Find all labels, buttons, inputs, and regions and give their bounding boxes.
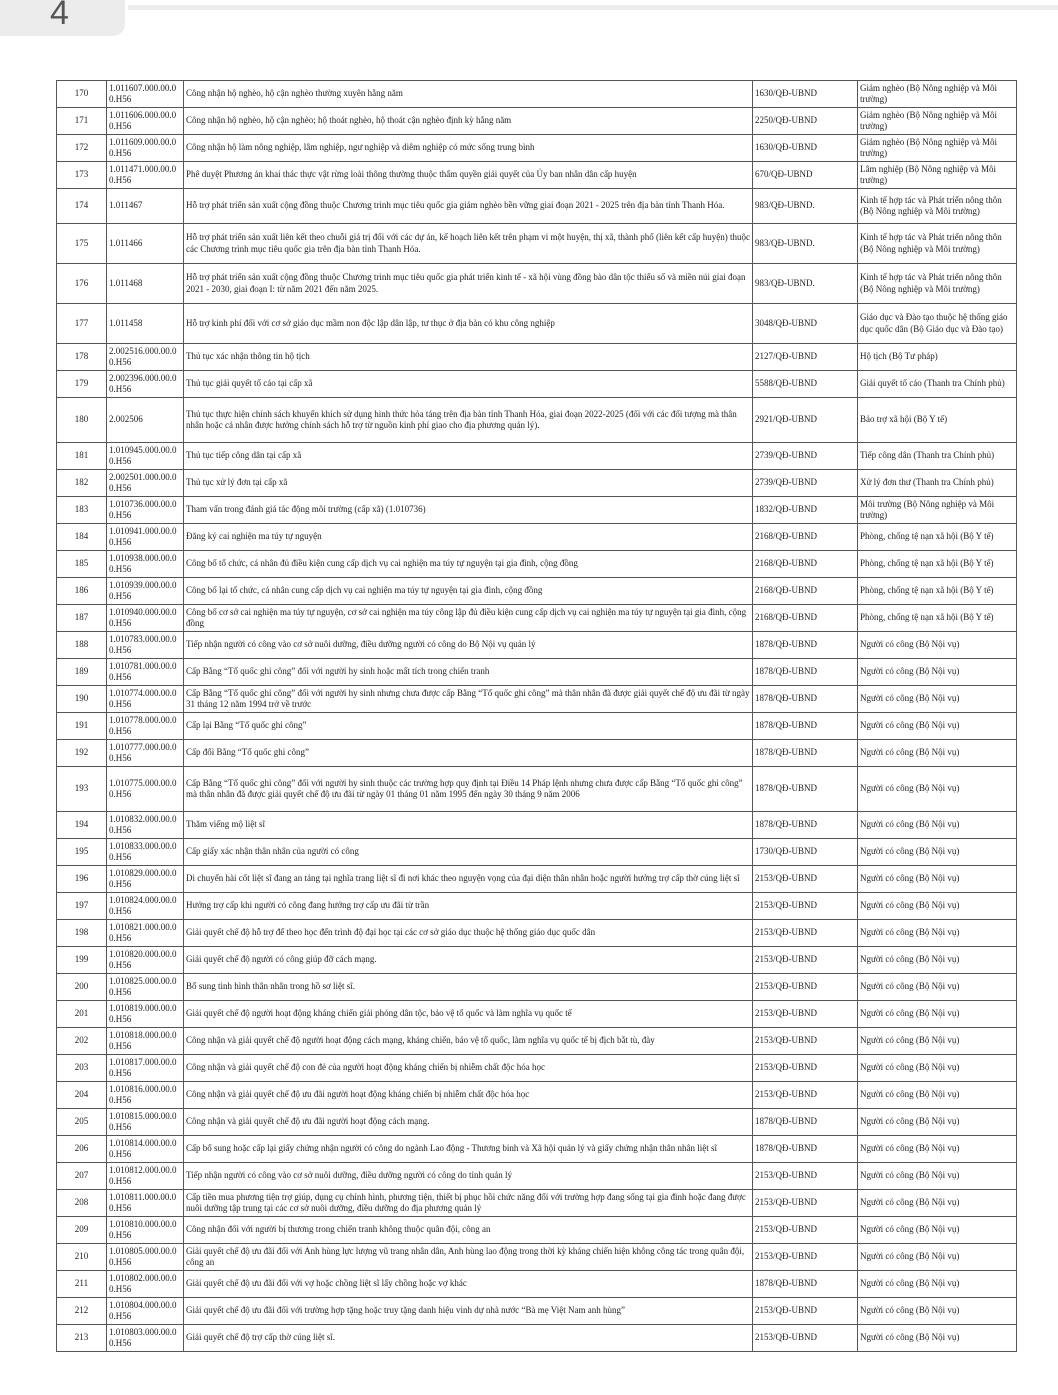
- table-row: [57, 632, 1017, 659]
- procedure-field: Người có công (Bộ Nội vụ): [858, 1190, 1017, 1217]
- procedure-code: 1.010783.000.00.00.H56: [107, 632, 184, 659]
- procedure-field: Người có công (Bộ Nội vụ): [858, 686, 1017, 713]
- table-row: [57, 162, 1017, 189]
- table-row: [57, 470, 1017, 497]
- row-number: 187: [57, 605, 107, 632]
- decision-number: 2153/QĐ-UBND: [753, 1163, 858, 1190]
- procedure-field: Người có công (Bộ Nội vụ): [858, 740, 1017, 767]
- table-row: [57, 1190, 1017, 1217]
- decision-number: 2153/QĐ-UBND: [753, 893, 858, 920]
- table-row: [57, 371, 1017, 398]
- top-bar: [128, 5, 1058, 10]
- decision-number: 1878/QĐ-UBND: [753, 1109, 858, 1136]
- procedure-name: Thủ tục thực hiện chính sách khuyến khích sử dụng hình thức hỏa táng trên địa bàn tỉnh Thanh Hóa, giai đoạn 2022-2025 (đối với các đối tượng mà thân nhân hoặc cá nhân được hưởng chính sách hỗ trợ từ nguồn kinh phí giao cho địa phương quản lý).: [184, 398, 753, 443]
- procedure-code: 1.010941.000.00.00.H56: [107, 524, 184, 551]
- procedure-name: Cấp đổi Bằng “Tổ quốc ghi công”: [184, 740, 753, 767]
- table-row: [57, 1163, 1017, 1190]
- procedure-field: Người có công (Bộ Nội vụ): [858, 839, 1017, 866]
- decision-number: 2168/QĐ-UBND: [753, 551, 858, 578]
- procedure-field: Giáo dục và Đào tạo thuộc hệ thống giáo dục quốc dân (Bộ Giáo dục và Đào tạo): [858, 304, 1017, 344]
- procedure-name: Thủ tục tiếp công dân tại cấp xã: [184, 443, 753, 470]
- procedure-field: Giảm nghèo (Bộ Nông nghiệp và Môi trường): [858, 81, 1017, 108]
- decision-number: 2168/QĐ-UBND: [753, 578, 858, 605]
- procedure-name: Giải quyết chế độ người có công giúp đỡ cách mạng.: [184, 947, 753, 974]
- procedure-name: Công nhận và giải quyết chế độ con đẻ của người hoạt động kháng chiến bị nhiễm chất độc hóa học: [184, 1055, 753, 1082]
- procedure-code: 1.010778.000.00.00.H56: [107, 713, 184, 740]
- procedure-name: Phê duyệt Phương án khai thác thực vật rừng loài thông thường thuộc thẩm quyền giải quyết của Ủy ban nhân dân cấp huyện: [184, 162, 753, 189]
- procedure-field: Người có công (Bộ Nội vụ): [858, 1163, 1017, 1190]
- row-number: 206: [57, 1136, 107, 1163]
- procedure-name: Hỗ trợ phát triển sản xuất cộng đồng thuộc Chương trình mục tiêu quốc gia giảm nghèo bền vững giai đoạn 2021 - 2025 trên địa bàn tỉnh Thanh Hóa.: [184, 189, 753, 224]
- procedure-name: Thủ tục xử lý đơn tại cấp xã: [184, 470, 753, 497]
- procedure-name: Bổ sung tình hình thân nhân trong hồ sơ liệt sĩ.: [184, 974, 753, 1001]
- decision-number: 2153/QĐ-UBND: [753, 866, 858, 893]
- row-number: 210: [57, 1244, 107, 1271]
- procedure-name: Công nhận đối với người bị thương trong chiến tranh không thuộc quân đội, công an: [184, 1217, 753, 1244]
- row-number: 188: [57, 632, 107, 659]
- decision-number: 1878/QĐ-UBND: [753, 1271, 858, 1298]
- table-row: [57, 1136, 1017, 1163]
- decision-number: 1878/QĐ-UBND: [753, 713, 858, 740]
- row-number: 198: [57, 920, 107, 947]
- procedure-field: Người có công (Bộ Nội vụ): [858, 1298, 1017, 1325]
- table-row: [57, 893, 1017, 920]
- procedure-code: 1.010814.000.00.00.H56: [107, 1136, 184, 1163]
- procedure-field: Người có công (Bộ Nội vụ): [858, 920, 1017, 947]
- procedure-name: Giải quyết chế độ trợ cấp thờ cúng liệt sĩ.: [184, 1325, 753, 1352]
- decision-number: 2168/QĐ-UBND: [753, 605, 858, 632]
- procedure-code: 1.010940.000.00.00.H56: [107, 605, 184, 632]
- procedure-code: 1.010825.000.00.00.H56: [107, 974, 184, 1001]
- procedure-field: Người có công (Bộ Nội vụ): [858, 1001, 1017, 1028]
- decision-number: 1630/QĐ-UBND: [753, 135, 858, 162]
- row-number: 194: [57, 812, 107, 839]
- decision-number: 2153/QĐ-UBND: [753, 1244, 858, 1271]
- procedure-field: Người có công (Bộ Nội vụ): [858, 1217, 1017, 1244]
- decision-number: 1878/QĐ-UBND: [753, 659, 858, 686]
- procedure-code: 1.010818.000.00.00.H56: [107, 1028, 184, 1055]
- row-number: 186: [57, 578, 107, 605]
- table-row: [57, 974, 1017, 1001]
- row-number: 203: [57, 1055, 107, 1082]
- table-row: [57, 578, 1017, 605]
- procedure-name: Cấp lại Bằng “Tổ quốc ghi công”: [184, 713, 753, 740]
- procedure-field: Người có công (Bộ Nội vụ): [858, 767, 1017, 812]
- procedure-field: Người có công (Bộ Nội vụ): [858, 812, 1017, 839]
- table-row: [57, 1001, 1017, 1028]
- row-number: 207: [57, 1163, 107, 1190]
- row-number: 178: [57, 344, 107, 371]
- row-number: 196: [57, 866, 107, 893]
- procedure-name: Cấp giấy xác nhận thân nhân của người có công: [184, 839, 753, 866]
- procedure-field: Người có công (Bộ Nội vụ): [858, 632, 1017, 659]
- row-number: 171: [57, 108, 107, 135]
- decision-number: 2153/QĐ-UBND: [753, 1001, 858, 1028]
- row-number: 175: [57, 224, 107, 264]
- row-number: 189: [57, 659, 107, 686]
- procedure-name: Giải quyết chế độ hỗ trợ để theo học đến trình độ đại học tại các cơ sở giáo dục thuộc hệ thống giáo dục quốc dân: [184, 920, 753, 947]
- procedure-code: 1.010819.000.00.00.H56: [107, 1001, 184, 1028]
- procedure-field: Người có công (Bộ Nội vụ): [858, 893, 1017, 920]
- table-row: [57, 812, 1017, 839]
- procedure-code: 1.011458: [107, 304, 184, 344]
- table-row: [57, 264, 1017, 304]
- row-number: 176: [57, 264, 107, 304]
- decision-number: 2153/QĐ-UBND: [753, 1298, 858, 1325]
- procedure-code: 2.002506: [107, 398, 184, 443]
- procedure-field: Người có công (Bộ Nội vụ): [858, 1028, 1017, 1055]
- procedure-code: 1.010945.000.00.00.H56: [107, 443, 184, 470]
- procedure-code: 1.010821.000.00.00.H56: [107, 920, 184, 947]
- table-row: [57, 398, 1017, 443]
- decision-number: 2153/QĐ-UBND: [753, 974, 858, 1001]
- procedure-field: Môi trường (Bộ Nông nghiệp và Môi trường): [858, 497, 1017, 524]
- row-number: 200: [57, 974, 107, 1001]
- procedure-name: Cấp Bằng “Tổ quốc ghi công” đối với người hy sinh hoặc mất tích trong chiến tranh: [184, 659, 753, 686]
- procedure-code: 1.010802.000.00.00.H56: [107, 1271, 184, 1298]
- table-row: [57, 224, 1017, 264]
- procedure-field: Kinh tế hợp tác và Phát triển nông thôn (Bộ Nông nghiệp và Môi trường): [858, 224, 1017, 264]
- procedure-name: Thủ tục xác nhận thông tin hộ tịch: [184, 344, 753, 371]
- row-number: 197: [57, 893, 107, 920]
- procedure-name: Thủ tục giải quyết tố cáo tại cấp xã: [184, 371, 753, 398]
- table-row: [57, 605, 1017, 632]
- row-number: 195: [57, 839, 107, 866]
- procedure-code: 1.010812.000.00.00.H56: [107, 1163, 184, 1190]
- decision-number: 1832/QĐ-UBND: [753, 497, 858, 524]
- table-row: [57, 839, 1017, 866]
- row-number: 208: [57, 1190, 107, 1217]
- procedure-name: Cấp bổ sung hoặc cấp lại giấy chứng nhận người có công do ngành Lao động - Thương binh và Xã hội quản lý và giấy chứng nhận thân nhân liệt sĩ: [184, 1136, 753, 1163]
- table-row: [57, 740, 1017, 767]
- decision-number: 1878/QĐ-UBND: [753, 812, 858, 839]
- procedure-code: 1.011467: [107, 189, 184, 224]
- procedure-code: 1.010820.000.00.00.H56: [107, 947, 184, 974]
- procedure-code: 1.010816.000.00.00.H56: [107, 1082, 184, 1109]
- procedure-field: Kinh tế hợp tác và Phát triển nông thôn (Bộ Nông nghiệp và Môi trường): [858, 189, 1017, 224]
- table-row: [57, 1217, 1017, 1244]
- procedure-field: Người có công (Bộ Nội vụ): [858, 974, 1017, 1001]
- table-row: [57, 686, 1017, 713]
- decision-number: 2250/QĐ-UBND: [753, 108, 858, 135]
- procedure-name: Cấp Bằng “Tổ quốc ghi công” đối với người hy sinh nhưng chưa được cấp Bằng “Tổ quốc ghi công” mà thân nhân đã được giải quyết chế độ ưu đãi từ ngày 31 tháng 12 năm 1994 trở về trước: [184, 686, 753, 713]
- row-number: 205: [57, 1109, 107, 1136]
- procedure-code: 1.010938.000.00.00.H56: [107, 551, 184, 578]
- decision-number: 983/QĐ-UBND.: [753, 224, 858, 264]
- table-row: [57, 108, 1017, 135]
- procedure-code: 1.010781.000.00.00.H56: [107, 659, 184, 686]
- procedure-code: 1.010803.000.00.00.H56: [107, 1325, 184, 1352]
- decision-number: 1630/QĐ-UBND: [753, 81, 858, 108]
- procedure-field: Xử lý đơn thư (Thanh tra Chính phủ): [858, 470, 1017, 497]
- row-number: 190: [57, 686, 107, 713]
- table-row: [57, 551, 1017, 578]
- row-number: 177: [57, 304, 107, 344]
- row-number: 209: [57, 1217, 107, 1244]
- procedure-name: Giải quyết chế độ ưu đãi đối với vợ hoặc chồng liệt sĩ lấy chồng hoặc vợ khác: [184, 1271, 753, 1298]
- row-number: 193: [57, 767, 107, 812]
- decision-number: 1730/QĐ-UBND: [753, 839, 858, 866]
- procedure-name: Công nhận hộ nghèo, hộ cận nghèo thường xuyên hằng năm: [184, 81, 753, 108]
- page-tab: [0, 0, 125, 36]
- decision-number: 2153/QĐ-UBND: [753, 1082, 858, 1109]
- table-row: [57, 497, 1017, 524]
- decision-number: 2153/QĐ-UBND: [753, 947, 858, 974]
- procedures-table: [56, 80, 1017, 1352]
- procedure-field: Phòng, chống tệ nạn xã hội (Bộ Y tế): [858, 605, 1017, 632]
- row-number: 172: [57, 135, 107, 162]
- procedure-code: 1.010815.000.00.00.H56: [107, 1109, 184, 1136]
- procedure-field: Người có công (Bộ Nội vụ): [858, 866, 1017, 893]
- decision-number: 2153/QĐ-UBND: [753, 920, 858, 947]
- table-row: [57, 304, 1017, 344]
- procedure-field: Người có công (Bộ Nội vụ): [858, 1244, 1017, 1271]
- decision-number: 2153/QĐ-UBND: [753, 1190, 858, 1217]
- procedure-name: Cấp Bằng “Tổ quốc ghi công” đối với người hy sinh thuộc các trường hợp quy định tại Điều 14 Pháp lệnh nhưng chưa được cấp Bằng “Tổ quốc ghi công” mà thân nhân đã được giải quyết chế độ ưu đãi từ ngày 01 tháng 01 năm 1995 đến ngày 30 tháng 9 năm 2006: [184, 767, 753, 812]
- procedure-code: 2.002516.000.00.00.H56: [107, 344, 184, 371]
- procedure-name: Cấp tiền mua phương tiện trợ giúp, dụng cụ chỉnh hình, phương tiện, thiết bị phục hồi chức năng đối với trường hợp đang sống tại gia đình hoặc đang được nuôi dưỡng tập trung tại các cơ sở nuôi dưỡng, điều dưỡng do địa phương quản lý: [184, 1190, 753, 1217]
- decision-number: 2739/QĐ-UBND: [753, 470, 858, 497]
- procedure-code: 1.011609.000.00.00.H56: [107, 135, 184, 162]
- procedure-code: 1.011471.000.00.00.H56: [107, 162, 184, 189]
- procedure-field: Người có công (Bộ Nội vụ): [858, 1109, 1017, 1136]
- procedure-name: Hưởng trợ cấp khi người có công đang hưởng trợ cấp ưu đãi từ trần: [184, 893, 753, 920]
- table-row: [57, 443, 1017, 470]
- procedure-name: Hỗ trợ kinh phí đối với cơ sở giáo dục mầm non độc lập dân lập, tư thục ở địa bàn có khu công nghiệp: [184, 304, 753, 344]
- table-row: [57, 947, 1017, 974]
- procedure-code: 1.010777.000.00.00.H56: [107, 740, 184, 767]
- decision-number: 2153/QĐ-UBND: [753, 1055, 858, 1082]
- table-row: [57, 920, 1017, 947]
- decision-number: 2739/QĐ-UBND: [753, 443, 858, 470]
- procedure-code: 1.010775.000.00.00.H56: [107, 767, 184, 812]
- row-number: 199: [57, 947, 107, 974]
- table-row: [57, 524, 1017, 551]
- table-row: [57, 1271, 1017, 1298]
- procedure-name: Công nhận hộ làm nông nghiệp, lâm nghiệp, ngư nghiệp và diêm nghiệp có mức sống trung bình: [184, 135, 753, 162]
- procedure-code: 1.010736.000.00.00.H56: [107, 497, 184, 524]
- procedure-field: Giảm nghèo (Bộ Nông nghiệp và Môi trường): [858, 135, 1017, 162]
- row-number: 173: [57, 162, 107, 189]
- row-number: 170: [57, 81, 107, 108]
- row-number: 185: [57, 551, 107, 578]
- decision-number: 983/QĐ-UBND.: [753, 264, 858, 304]
- procedure-field: Người có công (Bộ Nội vụ): [858, 1055, 1017, 1082]
- procedure-field: Người có công (Bộ Nội vụ): [858, 659, 1017, 686]
- decision-number: 2127/QĐ-UBND: [753, 344, 858, 371]
- procedure-field: Phòng, chống tệ nạn xã hội (Bộ Y tế): [858, 578, 1017, 605]
- procedure-name: Hỗ trợ phát triển sản xuất cộng đồng thuộc Chương trình mục tiêu quốc gia phát triển kinh tế - xã hội vùng đồng bào dân tộc thiểu số và miền núi giai đoạn 2021 - 2030, giai đoạn I: từ năm 2021 đến năm 2025.: [184, 264, 753, 304]
- procedure-name: Tiếp nhận người có công vào cơ sở nuôi dưỡng, điều dưỡng người có công do tỉnh quản lý: [184, 1163, 753, 1190]
- procedure-code: 1.010811.000.00.00.H56: [107, 1190, 184, 1217]
- page-number: 4: [50, 0, 69, 32]
- table-row: [57, 1244, 1017, 1271]
- decision-number: 1878/QĐ-UBND: [753, 1136, 858, 1163]
- procedure-field: Người có công (Bộ Nội vụ): [858, 1271, 1017, 1298]
- procedure-code: 2.002396.000.00.00.H56: [107, 371, 184, 398]
- row-number: 181: [57, 443, 107, 470]
- procedure-code: 1.010810.000.00.00.H56: [107, 1217, 184, 1244]
- procedure-code: 1.010817.000.00.00.H56: [107, 1055, 184, 1082]
- procedure-code: 1.010804.000.00.00.H56: [107, 1298, 184, 1325]
- decision-number: 1878/QĐ-UBND: [753, 686, 858, 713]
- procedure-field: Phòng, chống tệ nạn xã hội (Bộ Y tế): [858, 524, 1017, 551]
- row-number: 182: [57, 470, 107, 497]
- table-row: [57, 1082, 1017, 1109]
- procedure-code: 1.011466: [107, 224, 184, 264]
- procedure-name: Công bố tổ chức, cá nhân đủ điều kiện cung cấp dịch vụ cai nghiện ma túy tự nguyện tại gia đình, cộng đồng: [184, 551, 753, 578]
- decision-number: 2153/QĐ-UBND: [753, 1217, 858, 1244]
- row-number: 201: [57, 1001, 107, 1028]
- row-number: 174: [57, 189, 107, 224]
- procedure-name: Đăng ký cai nghiện ma túy tự nguyện: [184, 524, 753, 551]
- table-row: [57, 135, 1017, 162]
- row-number: 202: [57, 1028, 107, 1055]
- procedure-name: Giải quyết chế độ ưu đãi đối với trường hợp tặng hoặc truy tặng danh hiệu vinh dự nhà nước “Bà mẹ Việt Nam anh hùng”: [184, 1298, 753, 1325]
- row-number: 204: [57, 1082, 107, 1109]
- decision-number: 2921/QĐ-UBND: [753, 398, 858, 443]
- procedure-code: 1.010832.000.00.00.H56: [107, 812, 184, 839]
- table-row: [57, 866, 1017, 893]
- decision-number: 1878/QĐ-UBND: [753, 632, 858, 659]
- row-number: 180: [57, 398, 107, 443]
- decision-number: 1878/QĐ-UBND: [753, 740, 858, 767]
- procedure-field: Giảm nghèo (Bộ Nông nghiệp và Môi trường): [858, 108, 1017, 135]
- decision-number: 2153/QĐ-UBND: [753, 1325, 858, 1352]
- row-number: 213: [57, 1325, 107, 1352]
- table-row: [57, 344, 1017, 371]
- procedure-field: Hộ tịch (Bộ Tư pháp): [858, 344, 1017, 371]
- table-row: [57, 659, 1017, 686]
- procedure-field: Lâm nghiệp (Bộ Nông nghiệp và Môi trường): [858, 162, 1017, 189]
- row-number: 191: [57, 713, 107, 740]
- decision-number: 3048/QĐ-UBND: [753, 304, 858, 344]
- procedure-name: Thăm viếng mộ liệt sĩ: [184, 812, 753, 839]
- procedure-name: Công bố cơ sở cai nghiện ma túy tự nguyện, cơ sở cai nghiện ma túy công lập đủ điều kiện cung cấp dịch vụ cai nghiện ma túy tự nguyện tại gia đình, cộng đồng: [184, 605, 753, 632]
- table-row: [57, 767, 1017, 812]
- decision-number: 2168/QĐ-UBND: [753, 524, 858, 551]
- decision-number: 5588/QĐ-UBND: [753, 371, 858, 398]
- decision-number: 2153/QĐ-UBND: [753, 1028, 858, 1055]
- table-row: [57, 713, 1017, 740]
- procedure-code: 1.010829.000.00.00.H56: [107, 866, 184, 893]
- procedure-field: Người có công (Bộ Nội vụ): [858, 1082, 1017, 1109]
- procedure-name: Công bố lại tổ chức, cá nhân cung cấp dịch vụ cai nghiện ma túy tự nguyện tại gia đình, cộng đồng: [184, 578, 753, 605]
- procedure-name: Tham vấn trong đánh giá tác động môi trường (cấp xã) (1.010736): [184, 497, 753, 524]
- row-number: 179: [57, 371, 107, 398]
- procedure-field: Người có công (Bộ Nội vụ): [858, 1325, 1017, 1352]
- row-number: 192: [57, 740, 107, 767]
- procedure-code: 1.010805.000.00.00.H56: [107, 1244, 184, 1271]
- procedure-field: Bảo trợ xã hội (Bộ Y tế): [858, 398, 1017, 443]
- table-row: [57, 1298, 1017, 1325]
- procedure-field: Giải quyết tố cáo (Thanh tra Chính phủ): [858, 371, 1017, 398]
- table-row: [57, 1109, 1017, 1136]
- decision-number: 983/QĐ-UBND.: [753, 189, 858, 224]
- procedure-name: Công nhận và giải quyết chế độ ưu đãi người hoạt động kháng chiến bị nhiễm chất độc hóa học: [184, 1082, 753, 1109]
- procedure-name: Giải quyết chế độ ưu đãi đối với Anh hùng lực lượng vũ trang nhân dân, Anh hùng lao động trong thời kỳ kháng chiến hiện không công tác trong quân đội, công an: [184, 1244, 753, 1271]
- procedure-name: Giải quyết chế độ người hoạt động kháng chiến giải phóng dân tộc, bảo vệ tổ quốc và làm nghĩa vụ quốc tế: [184, 1001, 753, 1028]
- procedure-field: Người có công (Bộ Nội vụ): [858, 713, 1017, 740]
- procedure-name: Hỗ trợ phát triển sản xuất liên kết theo chuỗi giá trị đối với các dự án, kế hoạch liên kết trên phạm vi một huyện, thị xã, thành phố (liên kết cấp huyện) thuộc các Chương trình mục tiêu quốc gia trên địa bàn tỉnh Thanh Hóa.: [184, 224, 753, 264]
- procedure-code: 1.010824.000.00.00.H56: [107, 893, 184, 920]
- table-row: [57, 189, 1017, 224]
- procedure-field: Người có công (Bộ Nội vụ): [858, 947, 1017, 974]
- row-number: 211: [57, 1271, 107, 1298]
- procedure-code: 2.002501.000.00.00.H56: [107, 470, 184, 497]
- procedure-code: 1.011607.000.00.00.H56: [107, 81, 184, 108]
- procedure-field: Tiếp công dân (Thanh tra Chính phủ): [858, 443, 1017, 470]
- procedure-code: 1.011606.000.00.00.H56: [107, 108, 184, 135]
- table-row: [57, 81, 1017, 108]
- procedure-name: Tiếp nhận người có công vào cơ sở nuôi dưỡng, điều dưỡng người có công do Bộ Nội vụ quản lý: [184, 632, 753, 659]
- row-number: 212: [57, 1298, 107, 1325]
- row-number: 184: [57, 524, 107, 551]
- procedure-code: 1.010774.000.00.00.H56: [107, 686, 184, 713]
- table-row: [57, 1055, 1017, 1082]
- table-row: [57, 1028, 1017, 1055]
- decision-number: 1878/QĐ-UBND: [753, 767, 858, 812]
- procedure-name: Di chuyển hài cốt liệt sĩ đang an táng tại nghĩa trang liệt sĩ đi nơi khác theo nguyện vọng của đại diện thân nhân hoặc người hưởng trợ cấp thờ cúng liệt sĩ: [184, 866, 753, 893]
- procedure-field: Kinh tế hợp tác và Phát triển nông thôn (Bộ Nông nghiệp và Môi trường): [858, 264, 1017, 304]
- procedure-field: Phòng, chống tệ nạn xã hội (Bộ Y tế): [858, 551, 1017, 578]
- row-number: 183: [57, 497, 107, 524]
- procedure-name: Công nhận hộ nghèo, hộ cận nghèo; hộ thoát nghèo, hộ thoát cận nghèo định kỳ hằng năm: [184, 108, 753, 135]
- decision-number: 670/QĐ-UBND: [753, 162, 858, 189]
- procedure-field: Người có công (Bộ Nội vụ): [858, 1136, 1017, 1163]
- procedure-name: Công nhận và giải quyết chế độ người hoạt động cách mạng, kháng chiến, bảo vệ tổ quốc, làm nghĩa vụ quốc tế bị địch bắt tù, đày: [184, 1028, 753, 1055]
- procedure-name: Công nhận và giải quyết chế độ ưu đãi người hoạt động cách mạng.: [184, 1109, 753, 1136]
- procedure-code: 1.010939.000.00.00.H56: [107, 578, 184, 605]
- procedure-code: 1.010833.000.00.00.H56: [107, 839, 184, 866]
- procedure-code: 1.011468: [107, 264, 184, 304]
- table-row: [57, 1325, 1017, 1352]
